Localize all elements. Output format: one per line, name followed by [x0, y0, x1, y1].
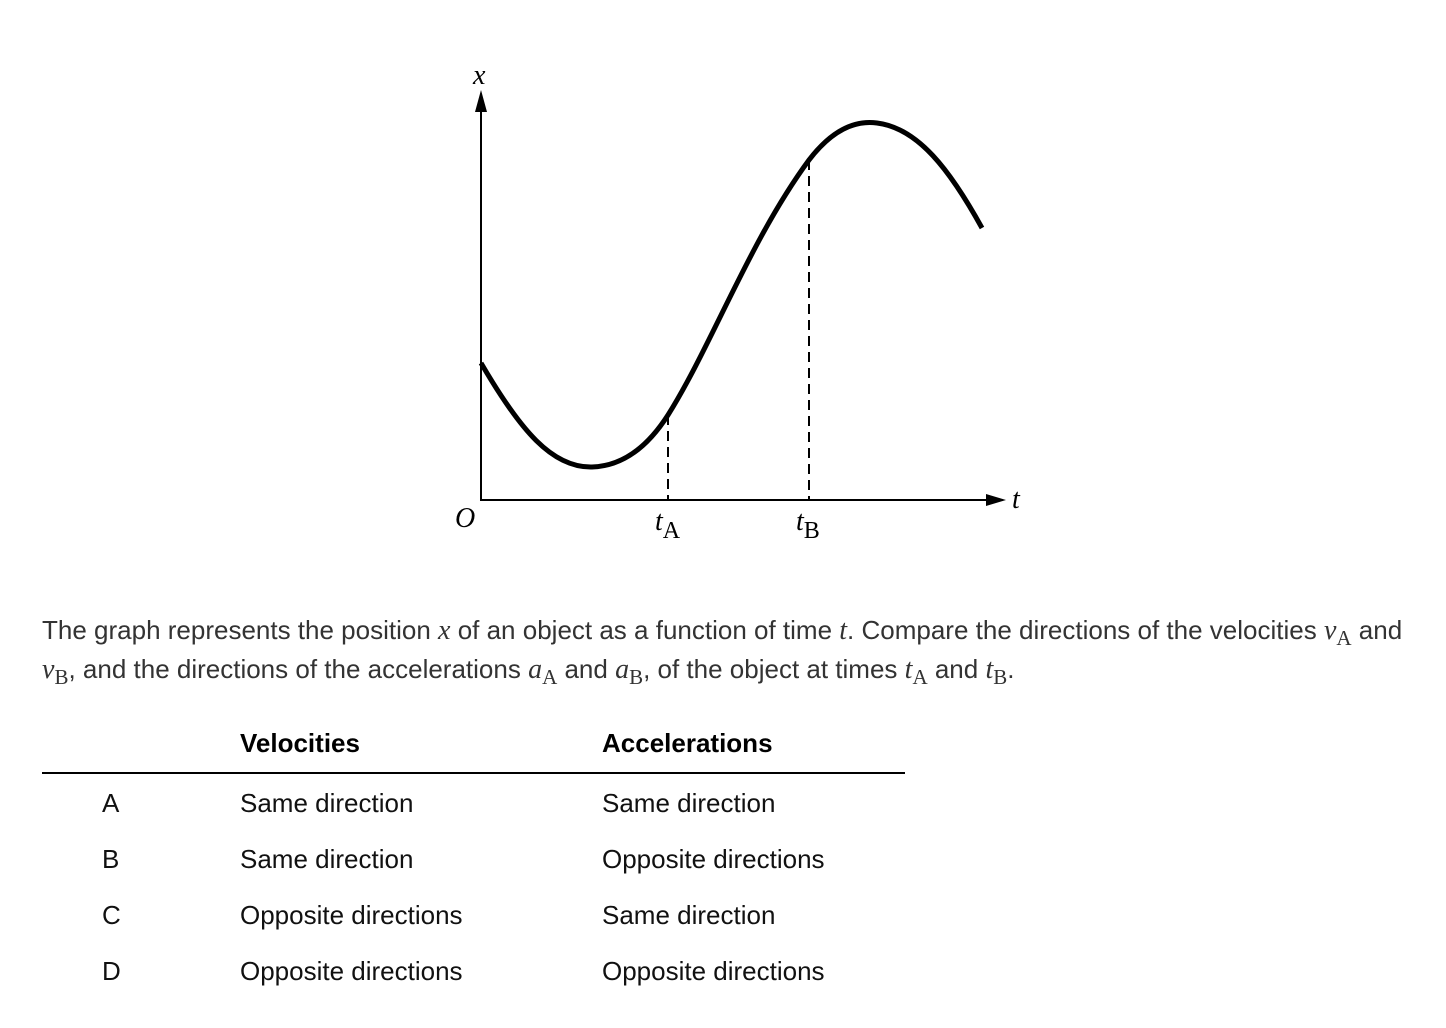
symbol-tB-var: t [985, 654, 994, 685]
question-part7: , of the object at times [643, 654, 905, 684]
choice-accelerations: Opposite directions [602, 956, 825, 986]
question-part4: and [1351, 615, 1403, 645]
choice-velocities: Same direction [240, 788, 414, 818]
symbol-vB-sub: B [54, 665, 69, 689]
origin-label: O [455, 503, 476, 534]
choice-accelerations: Same direction [602, 900, 776, 930]
symbol-vA-sub: A [1336, 626, 1352, 650]
choice-letter: A [102, 788, 120, 818]
header-velocities: Velocities [240, 728, 360, 758]
choice-row-c[interactable] [42, 886, 905, 942]
symbol-x: x [438, 615, 451, 646]
symbol-aA-var: a [528, 654, 543, 685]
tA-label-var: t [655, 506, 663, 537]
choice-row-d[interactable] [42, 942, 905, 998]
symbol-aA [528, 654, 558, 689]
header-accelerations: Accelerations [602, 728, 773, 758]
tA-label-sub: A [662, 518, 681, 544]
question-part5: , and the directions of the accelerations [68, 654, 529, 684]
question-part2: of an object as a function of time [450, 615, 840, 645]
tB-label-var: t [796, 506, 804, 537]
choice-letter: C [102, 900, 121, 930]
choice-letter: B [102, 844, 120, 874]
symbol-vB [42, 654, 69, 689]
x-axis-label: t [1012, 484, 1020, 515]
table-header [42, 722, 905, 774]
x-axis-arrow [986, 494, 1006, 506]
answer-choices-table [42, 722, 905, 998]
symbol-tB-sub: B [993, 665, 1008, 689]
y-axis-arrow [475, 90, 487, 112]
symbol-tA-var: t [904, 654, 913, 685]
question-part8: and [927, 654, 986, 684]
question-part9: . [1007, 654, 1015, 684]
symbol-vB-var: v [42, 654, 55, 685]
y-axis-label: x [473, 60, 486, 91]
choice-row-a[interactable] [42, 774, 905, 830]
symbol-aA-sub: A [542, 665, 558, 689]
tA-label [655, 506, 681, 544]
symbol-aB [615, 654, 644, 689]
tB-label [796, 506, 820, 544]
choice-accelerations: Same direction [602, 788, 776, 818]
symbol-t: t [839, 615, 848, 646]
position-curve [481, 122, 982, 467]
choice-velocities: Same direction [240, 844, 414, 874]
symbol-aB-var: a [615, 654, 630, 685]
symbol-vA-var: v [1323, 615, 1337, 646]
question-text [42, 611, 1422, 689]
choice-velocities: Opposite directions [240, 900, 463, 930]
choice-velocities: Opposite directions [240, 956, 463, 986]
question-part6: and [557, 654, 616, 684]
choice-row-b[interactable] [42, 830, 905, 886]
symbol-tB [985, 654, 1008, 689]
symbol-vA [1323, 615, 1352, 650]
question-part3: . Compare the directions of the velocities [847, 615, 1324, 645]
choice-letter: D [102, 956, 121, 986]
symbol-aB-sub: B [629, 665, 644, 689]
tB-label-sub: B [803, 518, 820, 544]
question-part1: The graph represents the position [42, 615, 439, 645]
symbol-tA-sub: A [912, 665, 928, 689]
choice-accelerations: Opposite directions [602, 844, 825, 874]
symbol-tA [904, 654, 928, 689]
